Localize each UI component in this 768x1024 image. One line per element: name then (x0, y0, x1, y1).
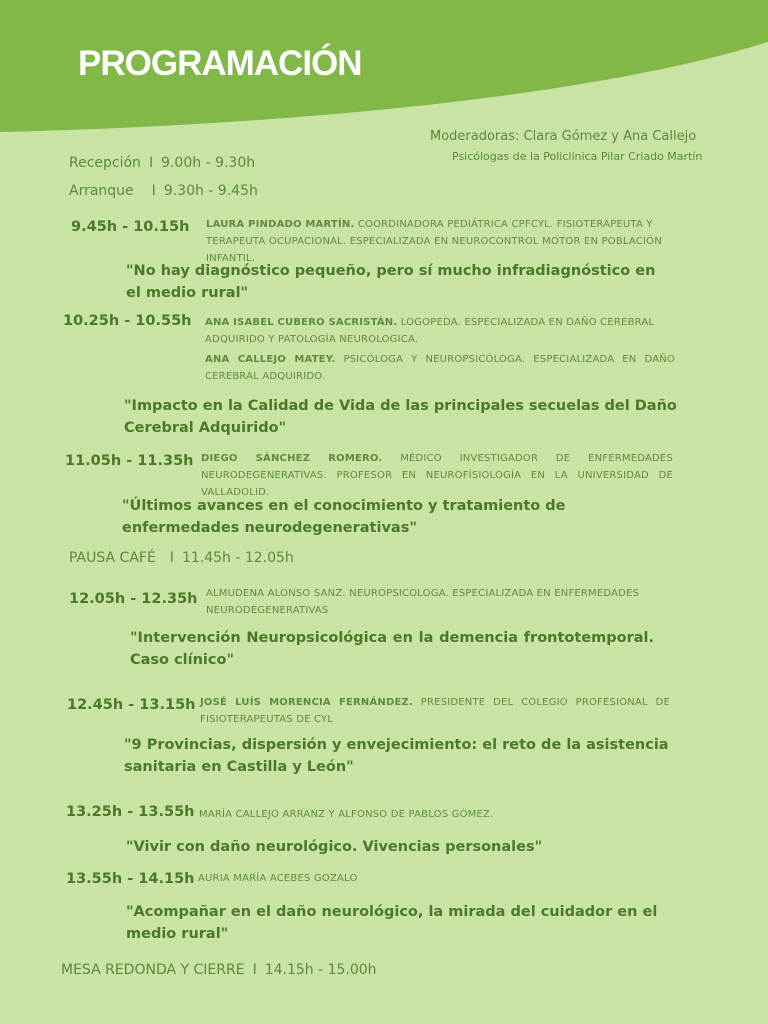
speaker-info (206, 585, 646, 619)
closing-label: MESA REDONDA Y CIERRE (61, 962, 245, 978)
page-title: PROGRAMACIÓN (78, 44, 362, 83)
talk-title: "Impacto en la Calidad de Vida de las principales secuelas del Daño Cerebral Adquirido" (124, 398, 677, 436)
speaker-info (199, 806, 669, 823)
moderators-role: Psicólogas de la Policlínica Pilar Criado Martín (452, 150, 703, 163)
speaker-info (201, 450, 673, 501)
session-time: 12.05h - 12.35h (69, 591, 198, 607)
talk-title: "Acompañar en el daño neurológico, la mirada del cuidador en el medio rural" (126, 904, 658, 942)
speaker-info (205, 314, 677, 348)
session-time: 13.55h - 14.15h (66, 871, 195, 887)
closing-time: 14.15h - 15.00h (264, 962, 377, 978)
speaker-description: LOGOPEDA. ESPECIALIZADA EN DAÑO CEREBRAL ADQUIRIDO Y PATOLOGÍA NEUROLOGICA. (205, 317, 655, 345)
speaker-description: ALMUDENA ALONSO SANZ. NEUROPSICOLOGA. ESPECIALIZADA EN ENFERMEDADES NEURODEGENERATIVAS (206, 588, 640, 616)
coffee-break-time: 11.45h - 12.05h (181, 550, 294, 566)
speaker-description: PRESIDENTE DEL COLEGIO PROFESIONAL DE FISIOTERAPEUTAS DE CYL (200, 697, 671, 725)
session-time: 13.25h - 13.55h (66, 804, 195, 820)
reception-time: 9.00h - 9.30h (161, 155, 256, 171)
reception-row: Recepción I 9.00h - 9.30h (69, 155, 256, 171)
speaker-description: AURIA MARÍA ACEBES GOZALO (198, 873, 358, 884)
session-time: 9.45h - 10.15h (71, 219, 190, 235)
speaker-info (198, 870, 668, 887)
talk-title: "Intervención Neuropsicológica en la demencia frontotemporal. Caso clínico" (130, 630, 654, 668)
speaker-description: MARÍA CALLEJO ARRANZ Y ALFONSO DE PABLOS GÓMEZ. (199, 809, 494, 820)
speaker-name: LAURA PINDADO MARTÍN. (206, 219, 355, 230)
speaker-info (200, 694, 670, 728)
speaker-name: ANA ISABEL CUBERO SACRISTÁN. (205, 317, 398, 328)
talk-title: "Últimos avances en el conocimiento y tratamiento de enfermedades neurodegenerativas" (122, 498, 566, 536)
speaker-name: ANA CALLEJO MATEY. (205, 354, 336, 365)
session-time: 11.05h - 11.35h (65, 453, 194, 469)
closing-row: MESA REDONDA Y CIERRE I 14.15h - 15.00h (61, 962, 377, 978)
session-time: 10.25h - 10.55h (63, 313, 192, 329)
speaker-description: COORDINADORA PEDIÁTRICA CPFCYL. FISIOTERAPEUTA Y TERAPEUTA OCUPACIONAL. ESPECIALIZADA EN NEUROCONTROL MOTOR EN POBLACIÓN INFANTIL. (206, 219, 662, 264)
coffee-break-row: PAUSA CAFÉ I 11.45h - 12.05h (69, 550, 294, 566)
opening-row: Arranque I 9.30h - 9.45h (69, 183, 258, 199)
reception-label: Recepción (69, 155, 141, 171)
speaker-description: PSICÓLOGA Y NEUROPSICÓLOGA. ESPECIALIZADA EN DAÑO CEREBRAL ADQUIRIDO. (205, 354, 675, 382)
coffee-break-label: PAUSA CAFÉ (69, 550, 156, 566)
opening-label: Arranque (69, 183, 134, 199)
talk-title: "9 Provincias, dispersión y envejecimiento: el reto de la asistencia sanitaria en Castilla y León" (124, 737, 669, 775)
speaker-name: DIEGO SÁNCHEZ ROMERO. (201, 453, 383, 464)
speaker-description: MÉDICO INVESTIGADOR DE ENFERMEDADES NEURODEGENERATIVAS. PROFESOR EN NEUROFÍSIOLOGÍA EN LA UNIVERSIDAD DE VALLADOLID. (201, 453, 674, 498)
speaker-info (205, 351, 675, 385)
moderators-names: Moderadoras: Clara Gómez y Ana Callejo (430, 129, 697, 144)
speaker-name: JOSÉ LUÍS MORENCIA FERNÁNDEZ. (200, 697, 413, 708)
opening-time: 9.30h - 9.45h (163, 183, 258, 199)
session-time: 12.45h - 13.15h (67, 697, 196, 713)
talk-title: "Vivir con daño neurológico. Vivencias personales" (126, 839, 543, 855)
talk-title: "No hay diagnóstico pequeño, pero sí mucho infradiagnóstico en el medio rural" (126, 263, 656, 301)
